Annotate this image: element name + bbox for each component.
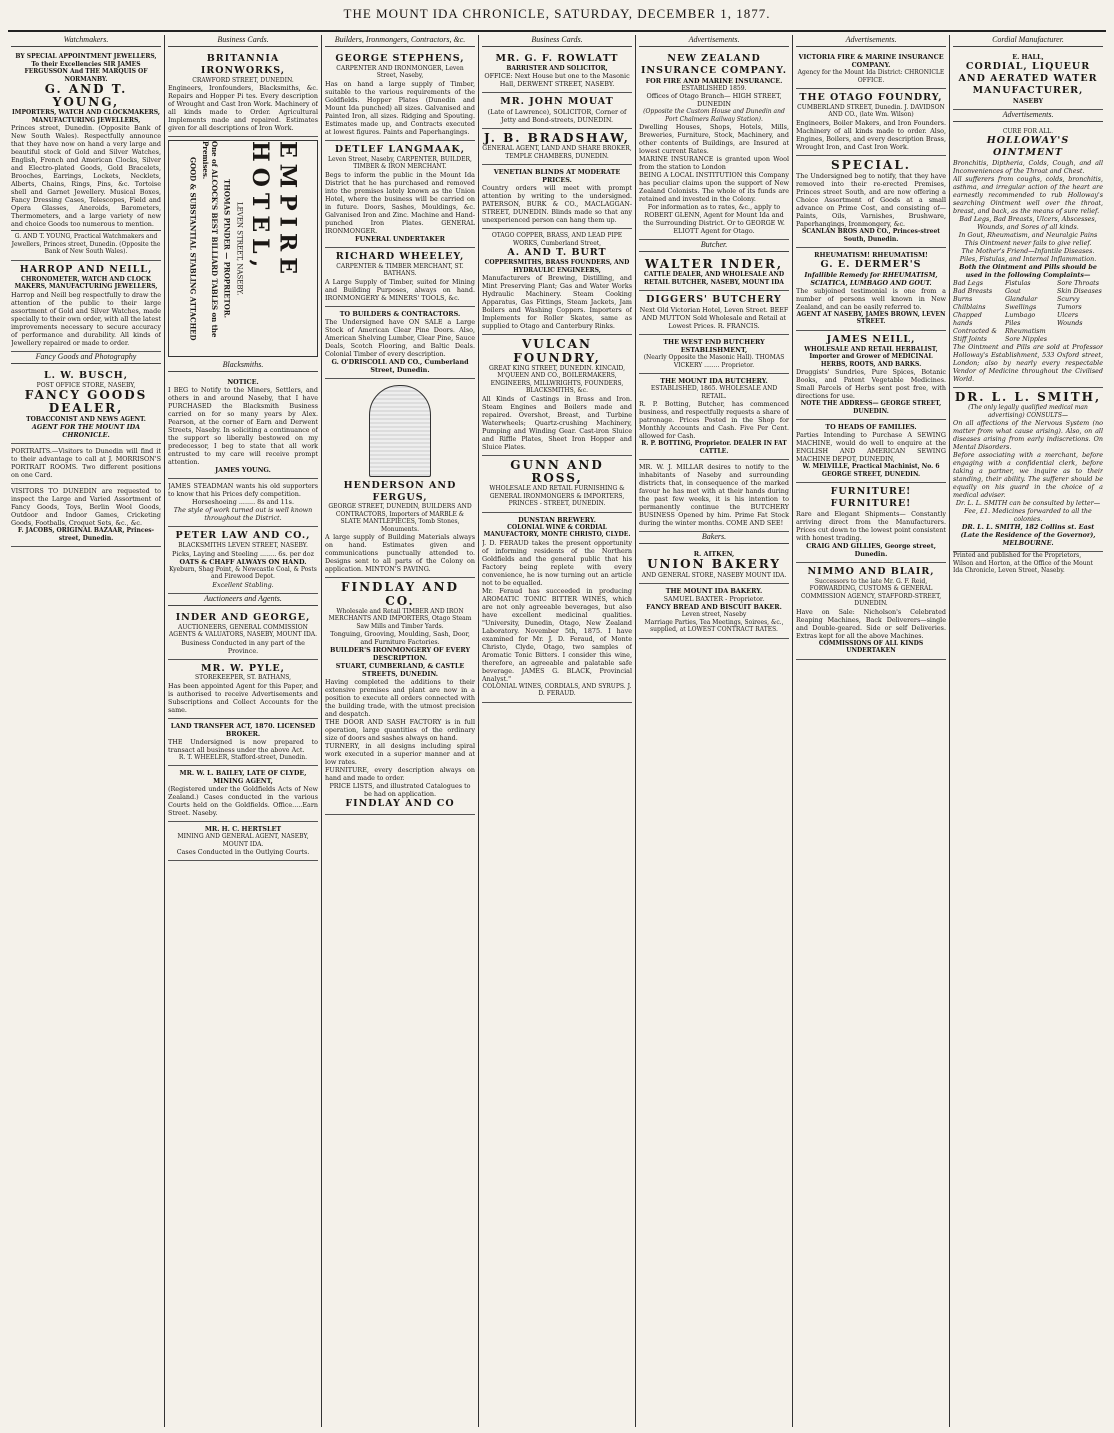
inder-body: Business Conducted in any part of the Province. (181, 638, 305, 655)
butchery-title: THE MOUNT IDA BUTCHERY. (660, 377, 768, 386)
col3-head: Builders, Ironmongers, Contractors, &c. (325, 35, 475, 47)
col6-head: Advertisements. (796, 35, 946, 47)
complaint-item: Scurvy (1057, 294, 1080, 303)
column-7 (950, 35, 1106, 1427)
sewing: Parties Intending to Purchase A SEWING MACHINE, would do well to enquire at the ENGLISH AND AMERICAN SEWING MACHINE DEPOT, DUNEDIN, (796, 431, 946, 464)
colonial: COLONIAL WINE & CORDIAL MANUFACTORY, MONTE CHRISTO, CLYDE. (483, 523, 631, 539)
ad-diggers (639, 291, 789, 335)
baxter: SAMUEL BAXTER - Proprietor. (663, 595, 765, 603)
builders-title: TO BUILDERS & CONTRACTORS. (339, 309, 461, 318)
harrop-sub: CHRONOMETER, WATCH AND CLOCK MAKERS, MANUFACTURING JEWELLERS, (14, 275, 158, 291)
land-body: THE Undersigned is now prepared to transact all business under the above Act. (168, 737, 318, 754)
holloway-piles: Piles, Fistulas, and Internal Inflammation. (959, 254, 1097, 263)
gunn-title: GUNN AND ROSS, (510, 457, 604, 485)
bradshaw-sub: GENERAL AGENT, LAND AND SHARE BROKER, TEMPLE CHAMBERS, DUNEDIN. (482, 145, 632, 160)
westend-sub: (Nearly Opposite the Masonic Hall). THOMAS VICKERY ........ Proprietor. (643, 354, 785, 369)
dermer-title: G. E. DERMER'S (820, 259, 922, 271)
rowlatt-body: OFFICE: Next House but one to the Masonic Hall, DERWENT STREET, NASEBY. (484, 72, 630, 89)
masthead: THE MOUNT IDA CHRONICLE, SATURDAY, DECEMBER 1, 1877. (8, 6, 1106, 32)
burt-title: A. AND T. BURT (507, 247, 607, 259)
wheeley-title: RICHARD WHEELEY, (335, 250, 465, 262)
dermer-sub: Infallible Remedy for RHEUMATISM, SCIATICA, LUMBAGO AND GOUT. (804, 270, 938, 287)
complaint-item: Piles (1005, 318, 1021, 327)
empire-address: LEVEN STREET, NASEBY. (235, 202, 244, 296)
burt-body: Manufacturers of Brewing, Distilling, and Mint Preserving Plant; Gas and Water Works Hydraulic Machinery. Steam Cooking Apparatus, Gas Fittings, Steam Jackets, Jam Boilers and Washing Coppers. Importers of Implements for Roller Skates, same as supplied to Otago and Canterbury Rinks. (482, 274, 632, 331)
young-footer: G. AND T. YOUNG, Practical Watchmakers and Jewellers, Princes street, Dunedin. (Opposite the Bank of New South Wales). (11, 233, 161, 256)
appointment: BY SPECIAL APPOINTMENT JEWELLERS, To their Excellencies SIR JAMES FERGUSSON And THE MARQUIS OF NORMANBY. (15, 53, 157, 83)
young-body: Princes street, Dunedin. (Opposite Bank of New South Wales). Respectfully announce that they have now on hand a very large and beautiful stock of Gold and Silver Watches, English, French and American Clocks, Silver and Electro-plated Goods, Gold Bracelets, Brooches, Earrings, Lockets, Necklets, Alberts, Chains, Rings, Pins, &c. Tortoise shell and Garnet Jewellery. Musical Boxes, Fancy Dressing Cases, Telescopes, Field and Opera Glasses, Aneroids, Barometers, Thermometers, and a large variety of new and choice Goods too numerous to mention. (11, 124, 161, 229)
bradshaw-title: J. B. BRADSHAW, (484, 131, 630, 146)
findlay-title: FINDLAY AND CO. (340, 580, 460, 608)
dunstan: DUNSTAN BREWERY. (518, 515, 596, 524)
langmaak-title: DETLEF LANGMAAK, (334, 143, 466, 155)
complaint-item: Chapped hands (953, 310, 982, 327)
ad-victoria (796, 50, 946, 89)
oats: OATS & CHAFF ALWAYS ON HAND. (179, 557, 307, 566)
ad-henderson (325, 379, 475, 579)
ad-britannia (168, 50, 318, 137)
complaint-item: Gout (1005, 286, 1021, 295)
bailey-body: (Registered under the Goldfields Acts of New Zealand.) Cases conducted in the various Courts held on the Goldfields. Office.....Earn Street. Naseby. (168, 785, 318, 818)
diggers-title: DIGGERS' BUTCHERY (646, 294, 782, 306)
fire-marine: FOR FIRE AND MARINE INSURANCE. (645, 76, 783, 85)
union-title: UNION BAKERY (647, 557, 781, 572)
ad-inder-george (168, 609, 318, 660)
smith-addr: Dr. L. L. SMITH can be consulted by letter—Fee, £1. Medicines forwarded to all the colonies. (955, 499, 1101, 524)
column-5 (636, 35, 793, 1427)
ad-millar (639, 460, 789, 532)
empire-title: EMPIRE HOTEL, (246, 141, 301, 281)
complaint-item: Skin Diseases (1057, 286, 1102, 295)
vulcan-body: All Kinds of Castings in Brass and Iron. Steam Engines and Boilers made and repaired. Overshot, Breast, and Turbine Waterwheels; Quartz-crushing Machinery, Pumping and Winding Gear. Cast-iron Sluice and Riffle Plates, Sheet Iron Hopper and Sluice Plates. (482, 394, 632, 451)
bakery-title: THE MOUNT IDA BAKERY. (665, 587, 763, 595)
cure: CURE FOR ALL. (1002, 127, 1054, 135)
price: PRICE LISTS, and illustrated Catalogues to be had on application. (329, 782, 471, 799)
findlay-footer: FINDLAY AND CO (345, 798, 455, 810)
butcher-head: Butcher. (639, 240, 789, 252)
complaint-item: Sore Nipples (1005, 334, 1048, 343)
ad-otago-foundry (796, 89, 946, 156)
union-sub: AND GENERAL STORE, NASEBY MOUNT IDA. (641, 571, 787, 579)
stuart-body: Having completed the additions to their extensive premises and plant are now in a position to execute all orders connected with the building trade, with the utmost precision and despatch. (325, 678, 475, 719)
established: ESTABLISHED 1859. (681, 84, 747, 92)
feraud-intro: J. D. FERAUD takes the present opportunity of informing residents of the Northern Goldfields and the general public that his Factory being replete with every convenience, he is now turning out an article not to be equalled. (482, 538, 632, 587)
tobacco: TOBACCONIST AND NEWS AGENT. (26, 415, 146, 423)
ad-special (796, 156, 946, 248)
complaint-item: Chilblains (953, 302, 986, 311)
funeral: FUNERAL UNDERTAKER (355, 234, 445, 243)
busch-sub: POST OFFICE STORE, NASEBY, (36, 381, 136, 389)
fancy-bread: FANCY BREAD AND BISCUIT BAKER. (646, 603, 782, 611)
peter-sub: BLACKSMITHS LEVEN STREET, NASEBY. (178, 542, 308, 550)
fancy-dealer: FANCY GOODS DEALER, (24, 388, 148, 416)
ad-builders (325, 307, 475, 379)
hertslet-title: MR. H. C. HERTSLET (204, 825, 282, 834)
ad-neill (796, 331, 946, 420)
ad-portraits (11, 444, 161, 484)
vulcan-sub: GREAT KING STREET, DUNEDIN. KINCAID, M'QUEEN AND CO., BOILERMAKERS, ENGINEERS, MILLWRIGHTS, FOUNDERS, BLACKSMITHS, &c. (489, 364, 625, 395)
complaint-item: Burns (953, 294, 973, 303)
dwellings: Dwelling Houses, Shops, Hotels, Mills, Breweries, Furniture, Stock, Machinery, and other contents of Buildings, are Insured at lowest current Rates. (639, 123, 789, 156)
feraud-sig: COLONIAL WINES, CORDIALS, AND SYRUPS. J. D. FERAUD. (482, 682, 632, 698)
smith-addr2: DR. L. L. SMITH, 182 Collins st. East (Late the Residence of the Governor), MELBOURNE. (960, 523, 1096, 548)
stabling: GOOD & SUBSTANTIAL STABLING ATTACHED (188, 156, 198, 341)
holloway-body: All sufferers from coughs, colds, bronchitis, asthma, and irregular action of the heart are earnestly recommended to rub Holloway's searching Ointment well over the throat, breast, and back, as the means of sure relief. (953, 174, 1103, 215)
column-2 (165, 35, 322, 1427)
nimmo-title: NIMMO AND BLAIR, (807, 566, 935, 578)
ad-rheumatism (796, 248, 946, 331)
neill-body: Druggists' Sundries, Pure Spices, Botanic Books, and Patent Vegetable Medicines. Small Parcels of Herbs sent post free, with directions for use. (796, 368, 946, 401)
steadman: JAMES STEADMAN wants his old supporters to know that his Prices defy competition. (168, 482, 318, 499)
style: The style of work turned out is well known throughout the District. (173, 506, 313, 523)
neill-sub: WHOLESALE AND RETAIL HERBALIST, Importer and Grower of MEDICINAL HERBS, ROOTS, AND BARKS. (804, 345, 938, 368)
smith-body2: Before associating with a merchant, before engaging with a confidential clerk, before taking a partner, we inquire as to their standing, their ability. The sufferer should be equally on his guard in the choice of a medical adviser. (953, 451, 1103, 500)
billiard: One of ALCOCK'S BEST BILLIARD TABLES on the Premises. (201, 141, 219, 338)
agent-for: AGENT FOR THE MOUNT IDA CHRONICLE. (31, 423, 141, 439)
ad-young (11, 50, 161, 261)
mouat-sub: (Late of Lawrence), SOLICITOR, Corner of Jetty and Bond-streets, DUNEDIN. (487, 108, 627, 125)
walter-sub: CATTLE DEALER, AND WHOLESALE AND RETAIL BUTCHER, NASEBY, MOUNT IDA (643, 271, 785, 286)
ad-mount-ida-bakery (639, 584, 789, 639)
ad-stephens (325, 50, 475, 141)
column-6 (793, 35, 950, 1427)
butchery-body: R. P. Botting, Butcher, has commenced business, and respectfully requests a share of patronage. Prices Posted in the Shop for Monthly Accounts and Cash. Five Per Cent. allowed for Cash. (639, 400, 789, 441)
smith-title: DR. L. L. SMITH, (954, 389, 1102, 404)
column-4 (479, 35, 636, 1427)
nimmo-body: Have on Sale: Nicholson's Celebrated Reaping Machines, Back Deliverers—single and Double-geared. Side or self Deliveries. Extras kept for all the above Machines. (796, 607, 946, 640)
stephens-body: Has on hand a large supply of Timber, suitable to the various requirements of the Goldfields. Hopper Plates (Dunedin and Mount Ida punched) all sizes. Galvanised and Painted Iron, all sizes. Ridging and Spouting. Estimates made up, and Contracts executed at lowest figures. Paints and Paperhangings. (325, 79, 475, 136)
special-body: The Undersigned beg to notify, that they have removed into their re-erected Premises, Princes street South, and are now offering a Choice Assortment of Goods at a small advance on Prime Cost, and consisting of— Paints, Oils, Varnishes, Brushware, Paperhangings, Ironmongery, &c. (796, 172, 946, 229)
ad-bradshaw (482, 129, 632, 165)
complaint-item: Bad Breasts (953, 286, 993, 295)
turnery: TURNERY, in all designs including spiral work executed in a superior manner and at low rates. (325, 742, 475, 767)
britannia-body: Engineers, Ironfounders, Blacksmiths, &c. Repairs and Hopper Pi tes. Every description of Wrought and Cast Iron Work. Machinery of all kinds made to Order. Agricultural Implements made and repaired. Estimates given for all descriptions of Iron Work. (168, 84, 318, 133)
bailey-title: MR. W. L. BAILEY, LATE OF CLYDE, MINING AGENT, (179, 769, 307, 786)
land-sig: R. T. WHEELER, Stafford-street, Dunedin. (178, 753, 308, 761)
info: For information as to rates, &c., apply to ROBERT GLENN, Agent for Mount Ida and the Surrounding District. Or to GEORGE W. ELIOTT Agent for Otago. (643, 203, 785, 236)
col5-head: Advertisements. (639, 35, 789, 47)
furniture-title: FURNITURE! FURNITURE! (830, 486, 912, 510)
ad-gunn-ross (482, 456, 632, 513)
door: THE DOOR AND SASH FACTORY is in full operation, large quantities of the ordinary size of doors and sashes always on hand. (325, 718, 475, 743)
craig: CRAIG AND GILLIES, George street, Dunedin. (806, 542, 936, 559)
wheeley-sub: CARPENTER & TIMBER MERCHANT, ST. BATHANS. (336, 262, 464, 278)
complaint-item: Sore Throats (1057, 278, 1100, 287)
ad-rowlatt (482, 50, 632, 93)
nimmo-sub: Successors to the late Mr. G. F. Reid, FORWARDING, CUSTOMS & GENERAL COMMISSION AGENCY, STAFFORD-STREET, DUNEDIN. (800, 577, 942, 608)
ad-vulcan (482, 335, 632, 455)
marine: MARINE INSURANCE is granted upon Wool from the station to London (639, 155, 789, 172)
foundry-title: THE OTAGO FOUNDRY, (799, 92, 943, 103)
harrop-title: HARROP AND NEILL, (19, 263, 153, 275)
foundry-sub: CUMBERLAND STREET, Dunedin. J. DAVIDSON AND CO., (late Wm. Wilson) (797, 103, 945, 119)
cordial: CORDIAL, LIQUEUR AND AERATED WATER MANUFACTURER, (958, 61, 1098, 96)
ad-nimmo (796, 563, 946, 660)
neill-address: NOTE THE ADDRESS— GEORGE STREET, DUNEDIN. (800, 400, 942, 415)
col4-head: Business Cards. (482, 35, 632, 47)
complaints-list (953, 279, 1103, 343)
holloway-legs: Bad Legs, Bad Breasts, Ulcers, Abscesses, Wounds, and Sores of all kinds. (959, 214, 1097, 231)
ad-hall (953, 50, 1103, 110)
ad-mount-ida-butchery (639, 374, 789, 460)
column-3 (322, 35, 479, 1427)
complaint-item: Tumors (1057, 302, 1082, 311)
britannia-title: BRITANNIA IRONWORKS, (200, 53, 286, 76)
burt-sub: COPPERSMITHS, BRASS FOUNDERS, AND HYDRAULIC ENGINEERS, (484, 259, 630, 274)
ad-harrop (11, 261, 161, 352)
young-title: G. AND T. YOUNG, (44, 82, 128, 110)
peter-title: PETER LAW AND CO., (175, 530, 311, 542)
builders-body: The Undersigned have ON SALE a Large Stock of American Clear Pine Doors. Also, American Shelving Lumber, Clear Pine, Sauce Deals, Scotch Flooring, and Baltic Deals. Colonial Timber of every description. (325, 317, 475, 358)
ad-peter-law (168, 527, 318, 593)
butchery-sig: R. P. BOTTING, Proprietor. DEALER IN FAT CATTLE. (641, 440, 787, 455)
smith-head: Blacksmiths. (168, 360, 318, 372)
ad-walter-inder (639, 255, 789, 291)
findlay-sub: Wholesale and Retail TIMBER AND IRON MERCHANTS AND IMPORTERS, Otago Steam Saw Mills and Timber Yards. (328, 607, 472, 630)
complaint-item: Fistulas (1005, 278, 1031, 287)
ad-venetian (482, 165, 632, 229)
ad-findlay (325, 578, 475, 815)
smith-body: On all affections of the Nervous System (no matter from what cause arising). Also, on all diseases arising from early indiscretions. On Mental Disorders. (953, 419, 1103, 452)
offices: Offices of Otago Branch— HIGH STREET, DUNEDIN (646, 92, 782, 109)
vulcan-title: VULCAN FOUNDRY, (513, 337, 601, 365)
complaint-item: Lumbago (1005, 310, 1036, 319)
land-title: LAND TRANSFER ACT, 1870. LICENSED BROKER. (170, 721, 316, 738)
nzins-title: NEW ZEALAND INSURANCE COMPANY. (640, 53, 788, 76)
inder-sub: AUCTIONEERS, GENERAL COMMISSION AGENTS & VALUATORS, NASEBY, MOUNT IDA. (168, 623, 318, 638)
special-title: SPECIAL. (831, 157, 911, 172)
mouat-title: MR. JOHN MOUAT (500, 96, 614, 108)
complaint-item: Bad Legs (953, 278, 984, 287)
baker-head: Bakers. (639, 532, 789, 544)
complaint-item: Contracted & Stiff Joints (953, 326, 998, 343)
ad-busch (11, 367, 161, 444)
britannia-sub: CRAWFORD STREET, DUNEDIN. (192, 76, 294, 84)
ad-nz-insurance (639, 50, 789, 240)
notice-title: NOTICE. (227, 378, 259, 387)
ad-mouat (482, 93, 632, 129)
ad-visitors (11, 484, 161, 547)
holloway-intro: Bronchitis, Diptheria, Colds, Cough, and all Inconveniences of the Throat and Chest. (953, 158, 1103, 175)
ad-furniture (796, 483, 946, 563)
feraud-body: Mr. Feraud has succeeded in producing AROMATIC TONIC BITTER WINES, which are not only agreeable beverages, but also have excellent medicinal qualities. "University, Dunedin, Otago, New Zealand Laboratory. November 5th, 1875. I have examined for Mr. J. D. Feraud, of Monte Christo, Clyde, Otago, two samples of Aromatic Tonic Bitters. I consider this wine, therefore, an agreeable and palatable safe beverage. JAMES G. BLACK, Provincial Analyst." (482, 586, 632, 683)
ad-sewing (796, 420, 946, 483)
local: BEING A LOCAL INSTITUTION this Company has peculiar claims upon the support of New Zealand Colonists. The whole of its funds are retained and invested in the Colony. (639, 171, 789, 204)
ad-wheeley (325, 248, 475, 307)
hertslet-sub: MINING AND GENERAL AGENT, NASEBY, MOUNT IDA. (177, 833, 309, 848)
young-sub: IMPORTERS, WATCH AND CLOCKMAKERS, MANUFACTURING JEWELLERS, (12, 109, 160, 124)
holloway-gout: In Gout, Rheumatism, and Neuralgic Pains This Ointment never fails to give relief. (958, 230, 1098, 247)
holloway-mother: The Mother's Friend—Infantile Diseases. (961, 246, 1095, 255)
victoria-body: Agency for the Mount Ida District: CHRONICLE OFFICE. (797, 69, 945, 84)
holloway-both: Both the Ointment and Pills should be used in the following Complaints— (959, 262, 1097, 279)
ad-steadman (168, 479, 318, 527)
venetian-title: VENETIAN BLINDS AT MODERATE PRICES. (493, 168, 621, 185)
ad-hertslet (168, 822, 318, 861)
fancy-head: Fancy Goods and Photography (11, 352, 161, 364)
ad-land-transfer (168, 719, 318, 767)
complaint-item: Ulcers (1057, 310, 1079, 319)
foundry-body: Engineers, Boiler Makers, and Iron Founders. Machinery of all kinds made to order. Also, Engines, Boilers, and every description Brass, Wrought Iron, and Cast Iron Work. (796, 118, 946, 151)
tombstone-illustration (369, 385, 431, 477)
col1-head: Watchmakers. (11, 35, 161, 47)
ad-notice (168, 375, 318, 479)
melville: W. MELVILLE, Practical Machinist, No. 6 GEORGE STREET, DUNEDIN. (802, 463, 940, 478)
holloway-title: HOLLOWAY'S OINTMENT (986, 135, 1070, 158)
neill-title: JAMES NEILL, (826, 333, 916, 345)
venetian-body: Country orders will meet with prompt attention by writing to the undersigned. PATERSON, BURK & CO., MACLAGGAN-STREET, DUNEDIN. Blinds made so that any unexperienced person can hang them up. (482, 184, 632, 225)
rowlatt-title: MR. G. F. ROWLATT (495, 53, 619, 64)
wheeley-body: A Large Supply of Timber, suited for Mining and Building Purposes, always on hand. IRONMONGERY & MINERS' TOOLS, &c. (325, 277, 475, 302)
ad-feraud (482, 513, 632, 703)
hertslet-body: Cases Conducted in the Outlying Courts. (176, 848, 310, 857)
notice-sig: JAMES YOUNG. (215, 466, 271, 475)
furniture-body: Rare and Elegant Shipments— Constantly arriving direct from the Manufacturers. Prices cut down to the lowest point consistent with honest trading. (796, 510, 946, 543)
visitors: VISITORS TO DUNEDIN are requested to inspect the Large and Varied Assortment of Fancy Goods, Toys, Berlin Wool Goods, Outdoor and Indoor Games, Cricketing Goods, Footballs, Croquet Sets, &c., &c. (11, 487, 161, 527)
ad-pyle (168, 660, 318, 719)
pyle-title: MR. W. PYLE, (201, 662, 285, 674)
ad-langmaak (325, 141, 475, 248)
notice-body: I BEG to Notify to the Miners, Settlers, and others in and around Naseby, that I have PURCHASED the Blacksmith Business carried on for so many years by Alex. Pearson, at the corner of Earn and Derwent Streets, Naseby. In soliciting a continuance of the support so liberally bestowed on my predecessor, I beg to state that all work entrusted to my care will receive prompt attention. (168, 386, 318, 467)
complaint-item: Rheumatism (1005, 326, 1046, 335)
leven-street: Leven street, Naseby (681, 611, 747, 618)
furniture: FURNITURE, every description always on hand and made to order. (325, 766, 475, 783)
findlay-body: Tonguing, Grooving, Moulding, Sash, Door, and Furniture Factories. (330, 630, 470, 647)
langmaak-sub: Leven Street, Naseby, CARPENTER, BUILDER, TIMBER & IRON MERCHANT. (328, 155, 472, 171)
driscoll: G. O'DRISCOLL AND CO., Cumberland Street, Dunedin. (331, 357, 469, 374)
stabling2: Excellent Stabling. (212, 580, 274, 589)
dermer-agent: AGENT AT NASEBY, JAMES BROWN, LEVEN STREET. (796, 310, 946, 326)
col7-head: Cordial Manufacturer. (953, 35, 1103, 47)
stephens-title: GEORGE STEPHENS, (335, 53, 465, 64)
ad-burt (482, 229, 632, 335)
diggers-sub: Next Old Victorian Hotel, Leven Street. BEEF AND MUTTON Sold Wholesale and Retail at Lowest Prices. R. FRANCIS. (639, 306, 789, 331)
complaint-item: Wounds (1057, 318, 1083, 327)
ad-empire-hotel (168, 140, 318, 357)
holloway-sold: The Ointment and Pills are sold at Professor Holloway's Establishment, 533 Oxford street, London; also by nearly every respectable Vendor of Medicine throughout the Civilised World. (953, 342, 1103, 383)
stephens-sub: CARPENTER AND IRONMONGER, Leven Street, Naseby, (336, 64, 464, 80)
inder-title: INDER AND GEORGE, (175, 611, 311, 623)
picks: Picks, Laying and Steeling ........ 6s. per doz (172, 549, 314, 558)
imprint: Printed and published for the Proprietors, Wilson and Horton, at the Office of the Mount Ida Chronicle, Leven Street, Naseby. (953, 552, 1093, 575)
hall: E. HALL, (1012, 53, 1044, 61)
ad-bailey (168, 766, 318, 822)
pinder: THOMAS PINDER — PROPRIETOR. (222, 179, 232, 319)
horseshoeing: Horseshoeing ........ 8s and 11s. (192, 498, 294, 507)
copper: OTAGO COPPER, BRASS, AND LEAD PIPE WORKS, Cumberland Street, (491, 232, 623, 247)
commission: COMMISSIONS OF ALL KINDS UNDERTAKEN (818, 639, 924, 655)
offices-sub: (Opposite the Custom House and Dunedin and Port Chalmers Railway Station). (643, 108, 785, 123)
henderson-body: A large supply of Building Materials always on hand. Estimates given and communications punctually attended to. Designs sent to all parts of the Colony on application. MINTON'S PAVING. (325, 533, 475, 574)
rowlatt-sub: BARRISTER AND SOLICITOR, (506, 64, 608, 72)
harrop-body: Harrop and Neill beg respectfully to draw the attention of the public to their large assortment of Gold and Silver Watches, made specially to their own order, with all the latest improvements necessary to secure accuracy of performance and durability. All kinds of Jewellery repaired or made to order. (11, 290, 161, 347)
auction-head: Auctioneers and Agents. (168, 594, 318, 606)
kyeburn: Kyeburn, Shag Point, & Newcastle Coal, & Posts and Firewood Depot. (169, 565, 317, 581)
column-1 (8, 35, 165, 1427)
col2-head: Business Cards. (168, 35, 318, 47)
ad-union-bakery (639, 547, 789, 584)
adv-head: Advertisements. (953, 110, 1103, 122)
scanlan: SCANLAN BROS AND CO., Princes-street South, Dunedin. (801, 228, 941, 243)
walter-title: WALTER INDER, (645, 257, 783, 272)
butchery-est: ESTABLISHED, 1865. WHOLESALE AND RETAIL. (650, 385, 778, 400)
langmaak-body: Begs to inform the public in the Mount Ida District that he has purchased and removed into the premises lately known as the Union Hotel, where the business will be carried on in future. Doors, Sashes, Mouldings, &c. Galvanised Iron and Zinc. Machine and Hand-punched Iron Plates. GENERAL IRONMONGER. (325, 170, 475, 235)
millar: MR. W. J. MILLAR desires to notify to the inhabitants of Naseby and surrounding districts that, in consequence of the marked favour he has met with at their hands during the past few weeks, it is his intention to permanently continue the BUTCHERY BUSINESS Opened by him. Prime Fat Stock during the winter months. COME AND SEE! (639, 463, 789, 528)
ad-west-end (639, 335, 789, 374)
stuart: STUART, CUMBERLAND, & CASTLE STREETS, DUNEDIN. (335, 662, 465, 679)
builders-iron: BUILDER'S IRONMONGERY OF EVERY DESCRIPTION. (329, 646, 471, 663)
columns (8, 35, 1106, 1427)
henderson-title: HENDERSON AND FERGUS, (343, 479, 457, 503)
marriage: Marriage Parties, Tea Meetings, Soirees, &c., supplied, at LOWEST CONTRACT RATES. (644, 618, 784, 633)
families: TO HEADS OF FAMILIES. (825, 423, 917, 432)
portraits: PORTRAITS.—Visitors to Dunedin will find it to their advantage to call at J. MORRISON'S PORTRAIT ROOMS. Two different positions on one Card. (11, 447, 161, 479)
pyle-body: Has been appointed Agent for this Paper, and is authorised to receive Advertisements and Subscriptions and Collect Accounts for the same. (168, 681, 318, 714)
westend-title: THE WEST END BUTCHERY ESTABLISHMENT, (663, 338, 765, 355)
divider (11, 230, 161, 231)
victoria-title: VICTORIA FIRE & MARINE INSURANCE COMPANY. (798, 53, 944, 69)
henderson-sub: GEORGE STREET, DUNEDIN, BUILDERS AND CONTRACTORS, Importers of MARBLE & SLATE MANTLEPIECES, Tomb Stones, Monuments. (328, 503, 472, 533)
jacobs: F. JACOBS, ORIGINAL BAZAAR, Princes-street, Dunedin. (17, 527, 155, 542)
naseby: NASEBY (1012, 96, 1044, 105)
rheum-title: RHEUMATISM! RHEUMATISM! (814, 251, 928, 260)
ad-holloway (953, 125, 1103, 388)
aitken: R. AITKEN, (693, 550, 735, 559)
gunn-sub: WHOLESALE AND RETAIL FURNISHING & GENERAL IRONMONGERS & IMPORTERS, PRINCES - STREET, DUNEDIN. (489, 485, 625, 508)
ad-dr-smith (953, 388, 1103, 552)
pyle-sub: STOREKEEPER, ST. BATHANS, (195, 674, 291, 682)
complaint-item: Glandular Swellings (1005, 294, 1038, 311)
busch-title: L. W. BUSCH, (43, 369, 129, 381)
smith-sub: (The only legally qualified medical man advertising) CONSULTS— (968, 404, 1088, 419)
dermer-body: The subjoined testimonial is one from a number of persons well known in New Zealand, and can be easily referred to. (796, 286, 946, 311)
